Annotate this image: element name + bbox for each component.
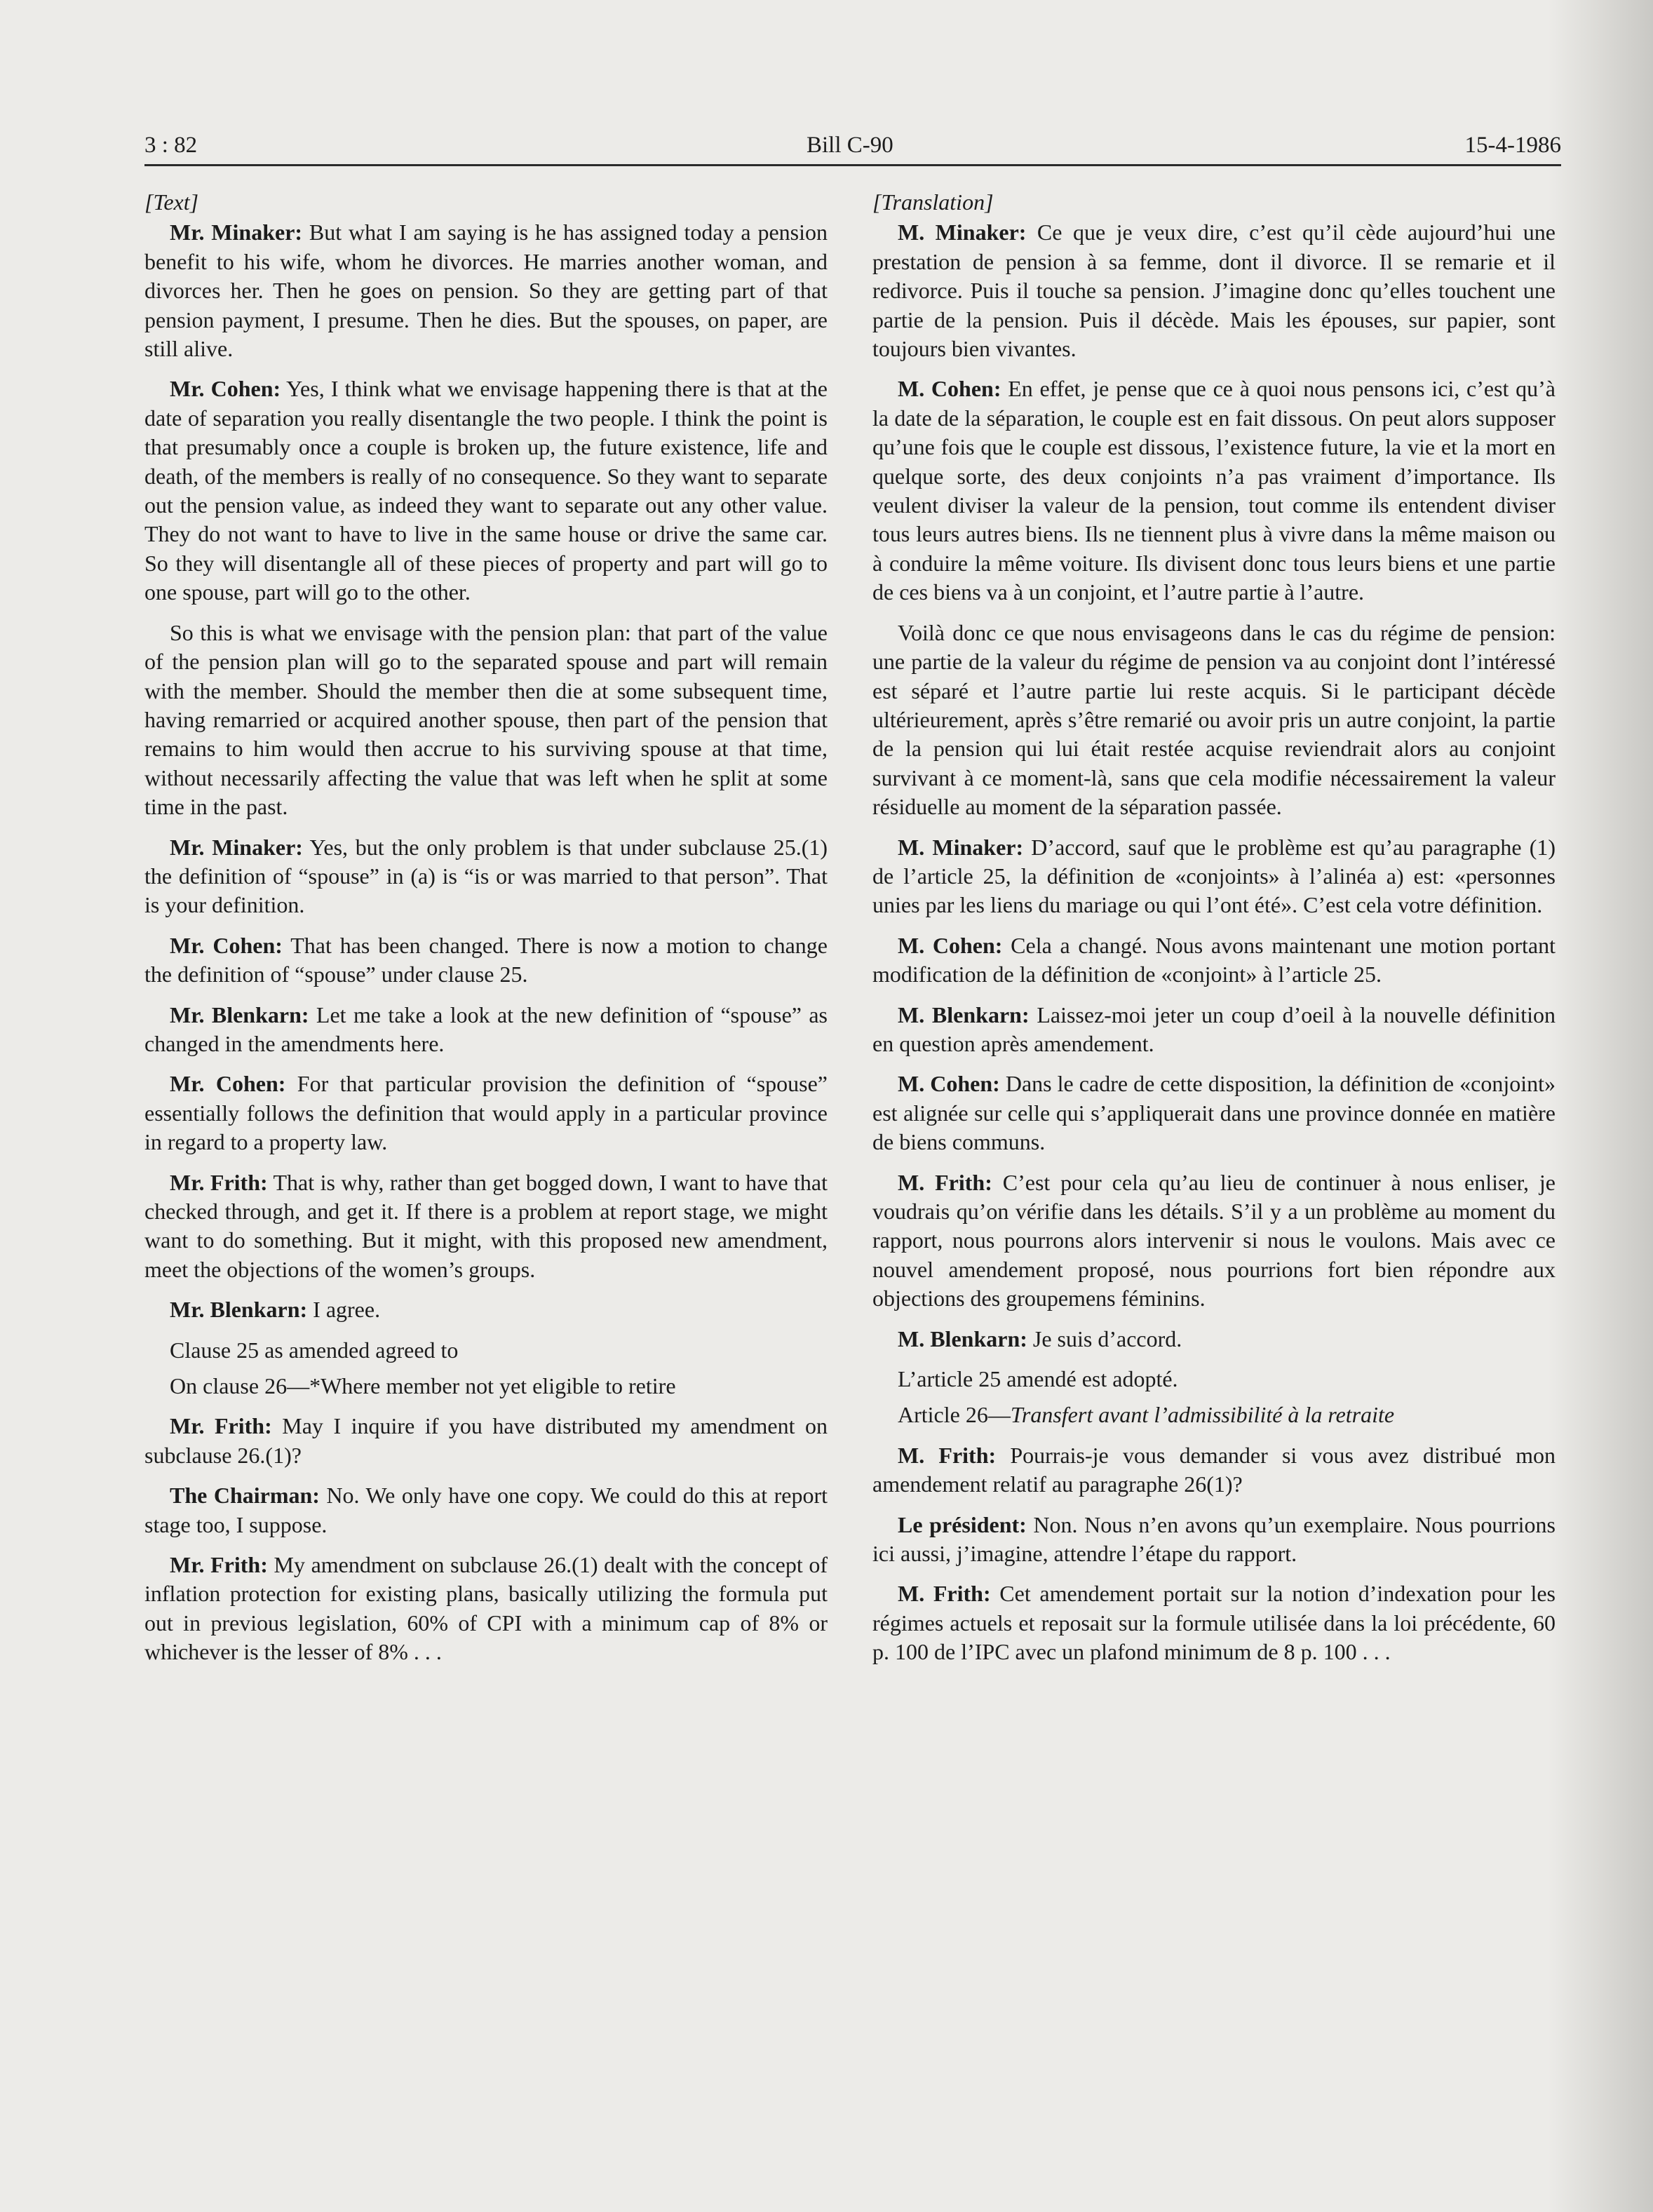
page-number: 3 : 82 <box>144 133 198 158</box>
speech-paragraph <box>872 1511 1556 1569</box>
speaker-name: M. Blenkarn: <box>898 1326 1027 1351</box>
speaker-name: M. Frith: <box>898 1442 997 1468</box>
speaker-name: Mr. Blenkarn: <box>170 1297 308 1323</box>
speaker-name: Mr. Frith: <box>170 1552 268 1578</box>
speaker-name: Mr. Cohen: <box>170 932 283 958</box>
english-paragraphs <box>144 218 828 1666</box>
paragraph-text: Clause 25 as amended agreed to <box>170 1337 459 1363</box>
text-paragraph <box>144 1336 828 1365</box>
speech-paragraph <box>872 1579 1556 1666</box>
paragraph-text: C’est pour cela qu’au lieu de continuer à nous enliser, je voudrais qu’on vérifie dans les détails. S’il y a un problème au moment du rapport, nous pourrons alors intervenir si nous le voulons. Mais avec ce nouvel amendement proposé, nous pourrions fort bien répondre aux objections des groupemens féminins. <box>872 1169 1556 1311</box>
french-paragraphs <box>872 218 1556 1666</box>
speaker-name: Mr. Frith: <box>170 1413 272 1439</box>
speech-paragraph <box>872 833 1556 920</box>
paragraph-text: That is why, rather than get bogged down, I want to have that checked through, and get it. If there is a problem at report stage, we might want to do something. But it might, with this proposed new amendment, meet the objections of the women’s groups. <box>144 1169 828 1282</box>
speaker-name: Mr. Cohen: <box>170 376 281 402</box>
speech-paragraph <box>144 1412 828 1470</box>
speaker-name: Mr. Minaker: <box>170 834 303 860</box>
paragraph-text: On clause 26—*Where member not yet eligible to retire <box>170 1373 676 1399</box>
speech-paragraph <box>872 218 1556 363</box>
speech-paragraph <box>144 1295 828 1324</box>
paragraph-text: Je suis d’accord. <box>1027 1326 1182 1351</box>
speech-paragraph <box>872 1325 1556 1354</box>
speech-paragraph <box>144 931 828 990</box>
paragraph-text: Voilà donc ce que nous envisageons dans le cas du régime de pension: une partie de la valeur du régime de pension va au conjoint dont l’intéressé est séparé et l’autre partie lui reste acquis. Si le participant décède ultérieurement, après s’être remarié ou avoir pris un autre conjoint, la partie de la pension qui lui était restée acquise reviendrait alors au conjoint survivant à ce moment-là, sans que cela modifie nécessairement la valeur résiduelle au moment de la séparation passée. <box>872 619 1556 820</box>
speech-paragraph <box>144 1001 828 1059</box>
page-edge-shadow <box>1548 0 1653 2212</box>
paragraph-text: Yes, but the only problem is that under subclause 25.(1) the definition of “spouse” in (a) is “is or was married to that person”. That is your definition. <box>144 834 828 918</box>
speaker-name: M. Blenkarn: <box>898 1002 1030 1027</box>
paragraph-text: Yes, I think what we envisage happening there is that at the date of separation you really disentangle the two people. I think the point is that presumably once a couple is broken up, the future existence, life and death, of the members is really of no consequence. So they want to separate out the pension value, as indeed they want to separate out any other value. They do not want to have to live in the same house or drive the same car. So they will disentangle all of these pieces of property and part will go to one spouse, part will go to the other. <box>144 376 828 605</box>
paragraph-text: My amendment on subclause 26.(1) dealt with the concept of inflation protection for existing plans, basically utilizing the formula put out in previous legislation, 60% of CPI with a minimum cap of 8% or whichever is the lesser of 8% . . . <box>144 1552 828 1665</box>
column-heading: [Text] <box>144 189 199 215</box>
paragraph-text: Cela a changé. Nous avons maintenant une motion portant modification de la définition de «conjoint» à l’article 25. <box>872 932 1556 987</box>
speaker-name: M. Cohen: <box>898 1071 1000 1097</box>
speech-paragraph <box>144 1168 828 1285</box>
speaker-name: Le président: <box>898 1511 1027 1537</box>
paragraph-text: D’accord, sauf que le problème est qu’au paragraphe (1) de l’article 25, la définition de «conjoints» à l’alinéa a) est: «personnes unies par les liens du mariage ou qui l’ont été». C’est cela votre définition. <box>872 834 1556 918</box>
paragraph-text: Article 26— <box>898 1402 1011 1428</box>
speech-paragraph <box>872 1001 1556 1059</box>
french-column <box>872 188 1556 1667</box>
speaker-name: M. Minaker: <box>898 220 1027 245</box>
speech-paragraph <box>144 833 828 920</box>
speaker-name: M. Cohen: <box>898 932 1003 958</box>
paragraph-text: That has been changed. There is now a motion to change the definition of “spouse” under clause 25. <box>144 932 828 987</box>
paragraph-text: En effet, je pense que ce à quoi nous pensons ici, c’est qu’à la date de la séparation, le couple est en fait dissous. On peut alors supposer qu’une fois que le couple est dissous, l’existence future, la vie et la mort en quelque sorte, des deux conjoints n’a pas vraiment d’importance. Ils veulent diviser la valeur de la pension, tout comme ils entendent diviser tous leurs autres biens. Ils ne tiennent plus à vivre dans la même maison ou à conduire la même voiture. Ils divisent donc tous leurs biens et une partie de ces biens va à un conjoint, et l’autre partie à l’autre. <box>872 376 1556 605</box>
speech-paragraph <box>872 1168 1556 1314</box>
text-paragraph <box>872 619 1556 822</box>
speech-paragraph <box>144 1070 828 1156</box>
paragraph-text: Ce que je veux dire, c’est qu’il cède aujourd’hui une prestation de pension à sa femme, dont il divorce. Il se remarie et il redivorce. Puis il touche sa pension. J’imagine donc qu’elles touchent une partie de la pension. Puis il décède. Mais les épouses, sur papier, sont toujours bien vivantes. <box>872 220 1556 362</box>
paragraph-text: Let me take a look at the new definition of “spouse” as changed in the amendments here. <box>144 1002 828 1056</box>
italic-clause-title: Transfert avant l’admissibilité à la retraite <box>1010 1402 1395 1428</box>
speaker-name: Mr. Cohen: <box>170 1071 286 1097</box>
speaker-name: M. Cohen: <box>898 376 1001 402</box>
speech-paragraph <box>872 1070 1556 1156</box>
english-column <box>144 188 828 1667</box>
text-paragraph <box>144 1372 828 1401</box>
text-paragraph <box>872 1365 1556 1394</box>
speech-paragraph <box>144 375 828 607</box>
paragraph-text: Non. Nous n’en avons qu’un exemplaire. Nous pourrions ici aussi, j’imagine, attendre l’étape du rapport. <box>872 1511 1556 1567</box>
speech-paragraph <box>144 218 828 363</box>
page-header <box>144 119 1561 166</box>
paragraph-text: Laissez-moi jeter un coup d’oeil à la nouvelle définition en question après amendement. <box>872 1002 1556 1056</box>
paragraph-text: For that particular provision the definition of “spouse” essentially follows the definition that would apply in a particular province in regard to a property law. <box>144 1071 828 1155</box>
speech-paragraph <box>144 1551 828 1667</box>
paragraph-text: Dans le cadre de cette disposition, la définition de «conjoint» est alignée sur celle qui s’appliquerait dans une province donnée en matière de biens communs. <box>872 1071 1556 1155</box>
speaker-name: Mr. Frith: <box>170 1169 268 1195</box>
paragraph-text: So this is what we envisage with the pension plan: that part of the value of the pension plan will go to the separated spouse and part will remain with the member. Should the member then die at some subsequent time, having remarried or acquired another spouse, then part of the pension that remains to him would then accrue to his surviving spouse at that time, without necessarily affecting the value that was left when he split at some time in the past. <box>144 619 828 820</box>
paragraph-text: No. We only have one copy. We could do this at report stage too, I suppose. <box>144 1483 828 1537</box>
speaker-name: M. Frith: <box>898 1169 992 1195</box>
text-paragraph <box>872 1401 1556 1429</box>
speaker-name: Mr. Blenkarn: <box>170 1002 309 1027</box>
speaker-name: Mr. Minaker: <box>170 220 303 245</box>
speech-paragraph <box>872 375 1556 607</box>
speech-paragraph <box>872 1441 1556 1499</box>
speech-paragraph <box>872 931 1556 990</box>
sitting-date: 15-4-1986 <box>1464 133 1561 158</box>
speech-paragraph <box>144 1481 828 1539</box>
text-paragraph <box>144 619 828 822</box>
paragraph-text: But what I am saying is he has assigned today a pension benefit to his wife, whom he divorces. He marries another woman, and divorces her. Then he goes on pension. So they are getting part of that pension payment, I presume. Then he dies. But the spouses, on paper, are still alive. <box>144 220 828 362</box>
speaker-name: The Chairman: <box>170 1483 320 1509</box>
paragraph-text: May I inquire if you have distributed my amendment on subclause 26.(1)? <box>144 1413 828 1468</box>
speaker-name: M. Frith: <box>898 1581 991 1607</box>
paragraph-text: Cet amendement portait sur la notion d’indexation pour les régimes actuels et reposait sur la formule utilisée dans la loi précédente, 60 p. 100 de l’IPC avec un plafond minimum de 8 p. 100 . . . <box>872 1581 1556 1665</box>
bill-title: Bill C-90 <box>807 133 893 158</box>
paragraph-text: L’article 25 amendé est adopté. <box>898 1366 1178 1392</box>
column-heading: [Translation] <box>872 189 994 215</box>
speaker-name: M. Minaker: <box>898 834 1024 860</box>
paragraph-text: I agree. <box>307 1297 381 1323</box>
paragraph-text: Pourrais-je vous demander si vous avez distribué mon amendement relatif au paragraphe 26(1)? <box>872 1442 1556 1497</box>
